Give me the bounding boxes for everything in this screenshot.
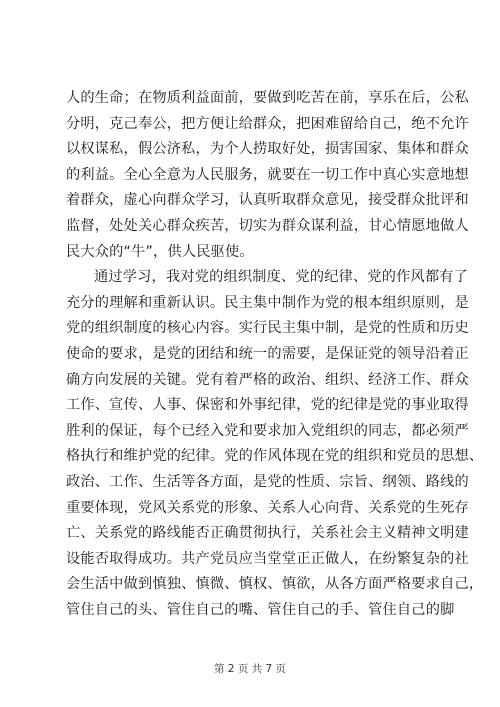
paragraph-line: 着群众，虚心向群众学习，认真听取群众意见，接受群众批评和 (66, 192, 469, 209)
paragraph-line: 人的生命；在物质利益面前，要做到吃苦在前，享乐在后，公私 (66, 90, 469, 106)
paragraph-line: 格执行和维护党的纪律。党的作风体现在党的组织和党员的思想、 (66, 448, 484, 465)
paragraph-line: 的利益。全心全意为人民服务，就要在一切工作中真心实意地想 (66, 166, 469, 183)
paragraph-line: 管住自己的头、管住自己的嘴、管住自己的手、管住自己的脚 (66, 601, 455, 618)
paragraph-line: 分明，克己奉公，把方便让给群众，把困难留给自己，绝不允许 (66, 115, 469, 132)
paragraph-line: 胜利的保证，每个已经入党和要求加入党组织的同志，都必须严 (66, 422, 469, 439)
paragraph-line: 以权谋私，假公济私，为个人捞取好处，损害国家、集体和群众 (66, 141, 469, 158)
paragraph-line: 监督，处处关心群众疾苦，切实为群众谋利益，甘心情愿地做人 (66, 217, 469, 234)
paragraph-line: 党的组织制度的核心内容。实行民主集中制，是党的性质和历史 (66, 320, 469, 337)
paragraph-line: 工作、宣传、人事、保密和外事纪律，党的纪律是党的事业取得 (66, 397, 469, 414)
document-body (66, 86, 484, 623)
paragraph-line: 亡、关系党的路线能否正确贯彻执行，关系社会主义精神文明建 (66, 525, 469, 542)
paragraph-line: 充分的理解和重新认识。民主集中制作为党的根本组织原则，是 (66, 294, 469, 311)
paragraph-line: 通过学习，我对党的组织制度、党的纪律、党的作风都有了 (94, 269, 469, 286)
paragraph-line: 使命的要求，是党的团结和统一的需要，是保证党的领导沿着正 (66, 345, 469, 362)
paragraph-line: 民大众的“牛”，供人民驱使。 (66, 243, 254, 260)
paragraph-line: 会生活中做到慎独、慎微、慎权、慎欲，从各方面严格要求自己， (66, 576, 484, 593)
paragraph-line: 确方向发展的关键。党有着严格的政治、组织、经济工作、群众 (66, 371, 469, 388)
page-number-footer: 第 2 页 共 7 页 (213, 663, 287, 675)
paragraph-line: 设能否取得成功。共产党员应当堂堂正正做人，在纷繁复杂的社 (66, 550, 469, 567)
paragraph-line: 政治、工作、生活等各方面，是党的性质、宗旨、纲领、路线的 (66, 473, 469, 490)
paragraph-line: 重要体现，党风关系党的形象、关系人心向背、关系党的生死存 (66, 499, 469, 516)
